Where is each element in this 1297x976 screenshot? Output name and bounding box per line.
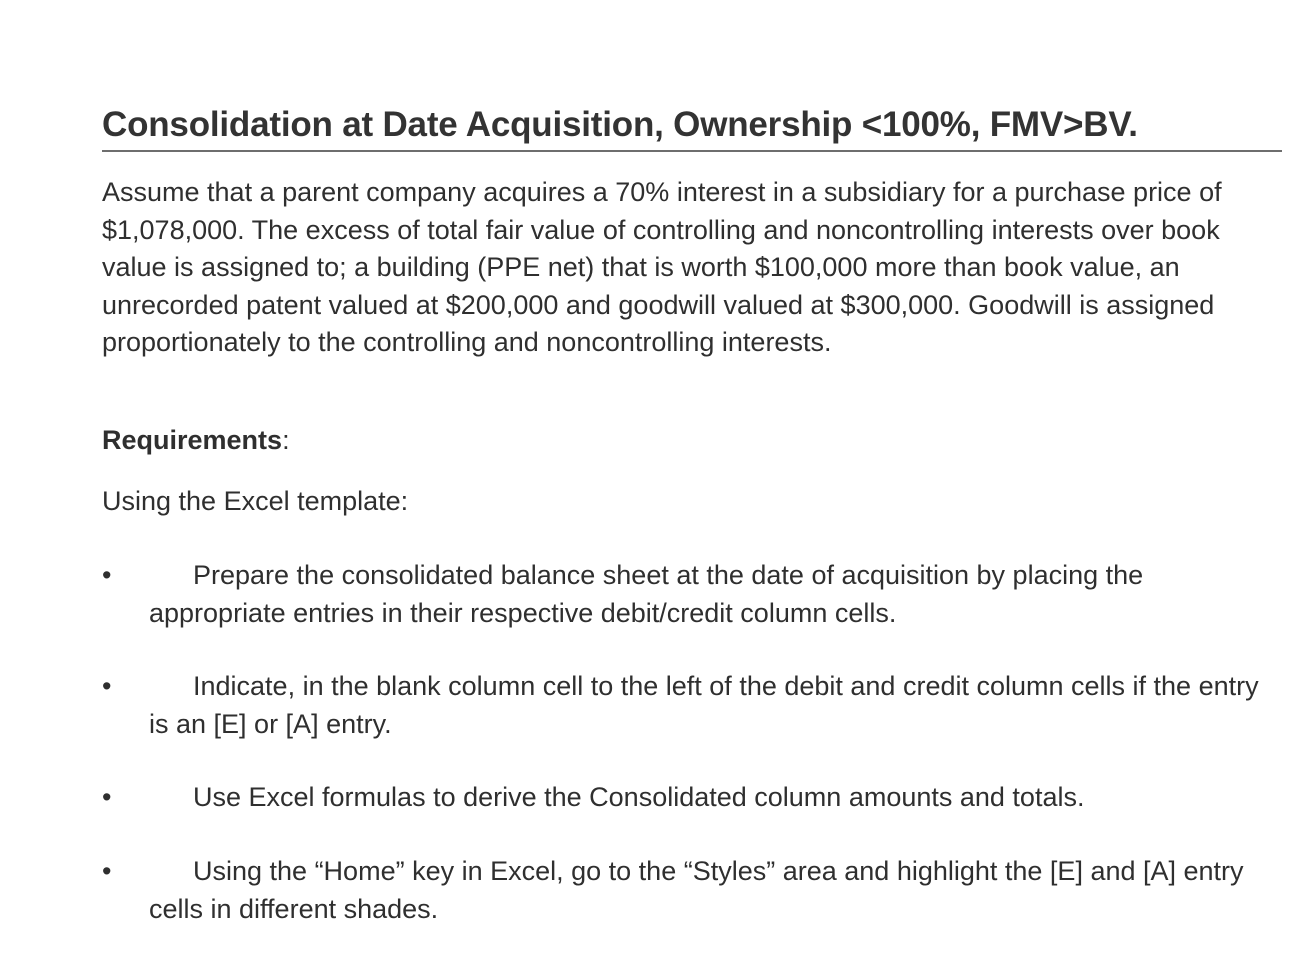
requirements-heading xyxy=(102,421,290,459)
page-title: Consolidation at Date Acquisition, Ownership <100%, FMV>BV. xyxy=(102,105,1138,144)
requirements-label: Requirements xyxy=(102,425,283,455)
bullet-icon: • xyxy=(102,671,112,701)
bullet-icon: • xyxy=(102,782,112,812)
bullet-text: Using the “Home” key in Excel, go to the “Styles” area and highlight the [E] and [A] entry cells in different shades. xyxy=(149,856,1244,924)
bullet-icon: • xyxy=(102,560,112,590)
bullet-text: Use Excel formulas to derive the Consolidated column amounts and totals. xyxy=(193,782,1085,812)
problem-paragraph: Assume that a parent company acquires a 70% interest in a subsidiary for a purchase price of $1,078,000. The excess of total fair value of controlling and noncontrolling interests over book value is assigned to; a building (PPE net) that is worth $100,000 more than book value, an unrecorded patent valued at $200,000 and goodwill valued at $300,000. Goodwill is assigned proportionately to the controlling and noncontrolling interests. xyxy=(102,177,1222,357)
bullet-icon: • xyxy=(102,856,112,886)
bullet-item xyxy=(102,667,1282,743)
requirements-colon: : xyxy=(282,425,290,455)
instructions-intro: Using the Excel template: xyxy=(102,486,409,516)
bullet-text: Prepare the consolidated balance sheet at the date of acquisition by placing the appropriate entries in their respective debit/credit column cells. xyxy=(149,560,1144,628)
bullet-item xyxy=(102,852,1282,928)
bullet-text: Indicate, in the blank column cell to the left of the debit and credit column cells if the entry is an [E] or [A] entry. xyxy=(149,671,1259,739)
bullet-item xyxy=(102,778,1282,816)
bullet-item xyxy=(102,556,1282,632)
title-underline xyxy=(102,150,1282,152)
